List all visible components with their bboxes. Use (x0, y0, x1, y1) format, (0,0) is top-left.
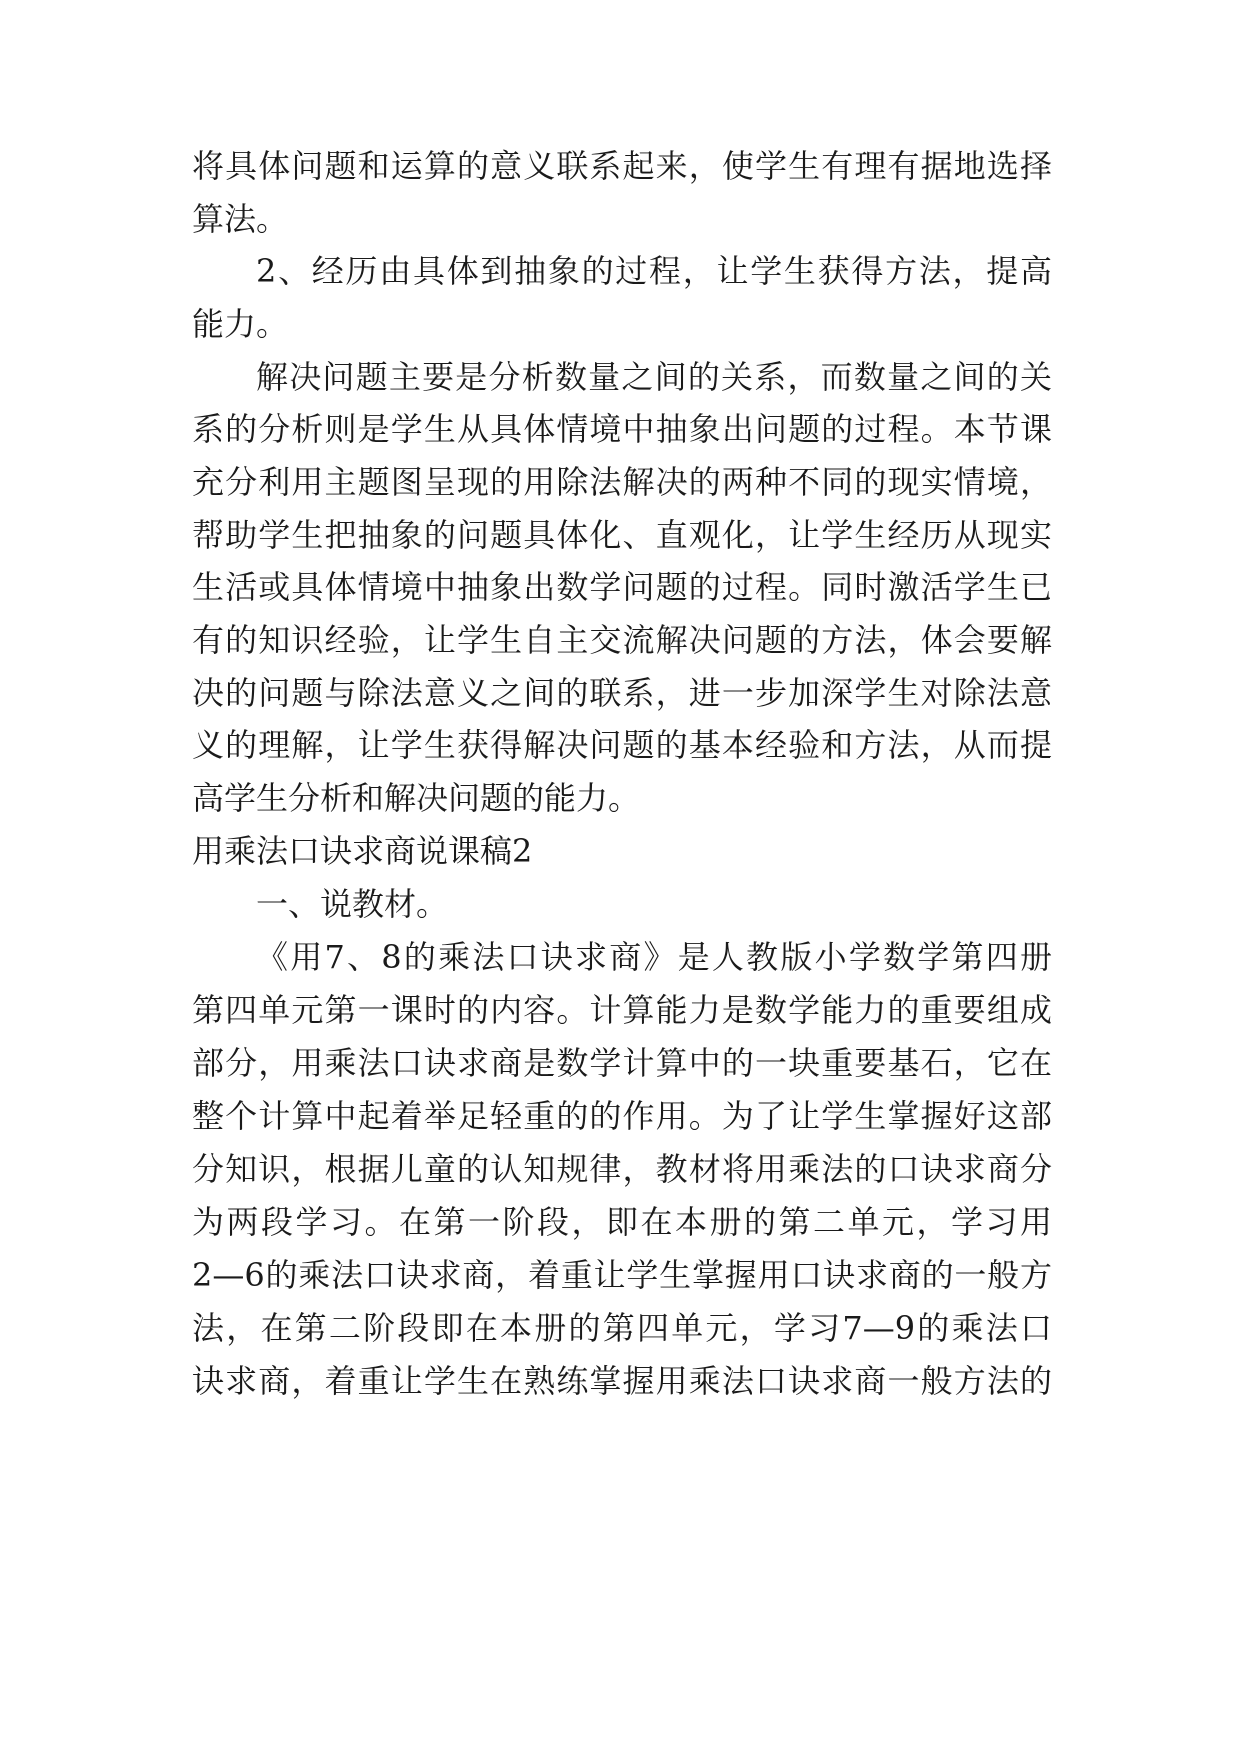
text-line: 一、说教材。 (256, 885, 449, 923)
text-line: 能力。 (192, 305, 289, 343)
text-line: 算法。 (192, 200, 289, 238)
text-line: 帮助学生把抽象的问题具体化、直观化，让学生经历从现实 (192, 516, 1052, 554)
text-line: 部分，用乘法口诀求商是数学计算中的一块重要基石，它在 (192, 1044, 1052, 1082)
text-line: 充分利用主题图呈现的用除法解决的两种不同的现实情境， (192, 463, 1052, 501)
text-line: 决的问题与除法意义之间的联系，进一步加深学生对除法意 (192, 674, 1052, 712)
section-heading: 用乘法口诀求商说课稿2 (192, 832, 533, 870)
text-line: 义的理解，让学生获得解决问题的基本经验和方法，从而提 (192, 726, 1052, 764)
text-line: 《用7、8的乘法口诀求商》是人教版小学数学第四册 (256, 938, 1052, 976)
text-line: 诀求商，着重让学生在熟练掌握用乘法口诀求商一般方法的 (192, 1362, 1052, 1400)
text-line: 系的分析则是学生从具体情境中抽象出问题的过程。本节课 (192, 410, 1052, 448)
text-line: 解决问题主要是分析数量之间的关系，而数量之间的关 (256, 358, 1052, 396)
text-line: 有的知识经验，让学生自主交流解决问题的方法，体会要解 (192, 621, 1052, 659)
text-line: 高学生分析和解决问题的能力。 (192, 779, 641, 817)
text-line: 生活或具体情境中抽象出数学问题的过程。同时激活学生已 (192, 568, 1052, 606)
text-line: 2—6的乘法口诀求商，着重让学生掌握用口诀求商的一般方 (192, 1256, 1052, 1294)
text-line: 分知识，根据儿童的认知规律，教材将用乘法的口诀求商分 (192, 1150, 1052, 1188)
text-line: 第四单元第一课时的内容。计算能力是数学能力的重要组成 (192, 991, 1052, 1029)
text-line: 将具体问题和运算的意义联系起来，使学生有理有据地选择 (192, 147, 1052, 185)
text-line: 法，在第二阶段即在本册的第四单元，学习7—9的乘法口 (192, 1309, 1052, 1347)
text-line: 整个计算中起着举足轻重的的作用。为了让学生掌握好这部 (192, 1097, 1052, 1135)
text-line: 2、经历由具体到抽象的过程，让学生获得方法，提高 (256, 252, 1052, 290)
text-line: 为两段学习。在第一阶段，即在本册的第二单元，学习用 (192, 1203, 1052, 1241)
